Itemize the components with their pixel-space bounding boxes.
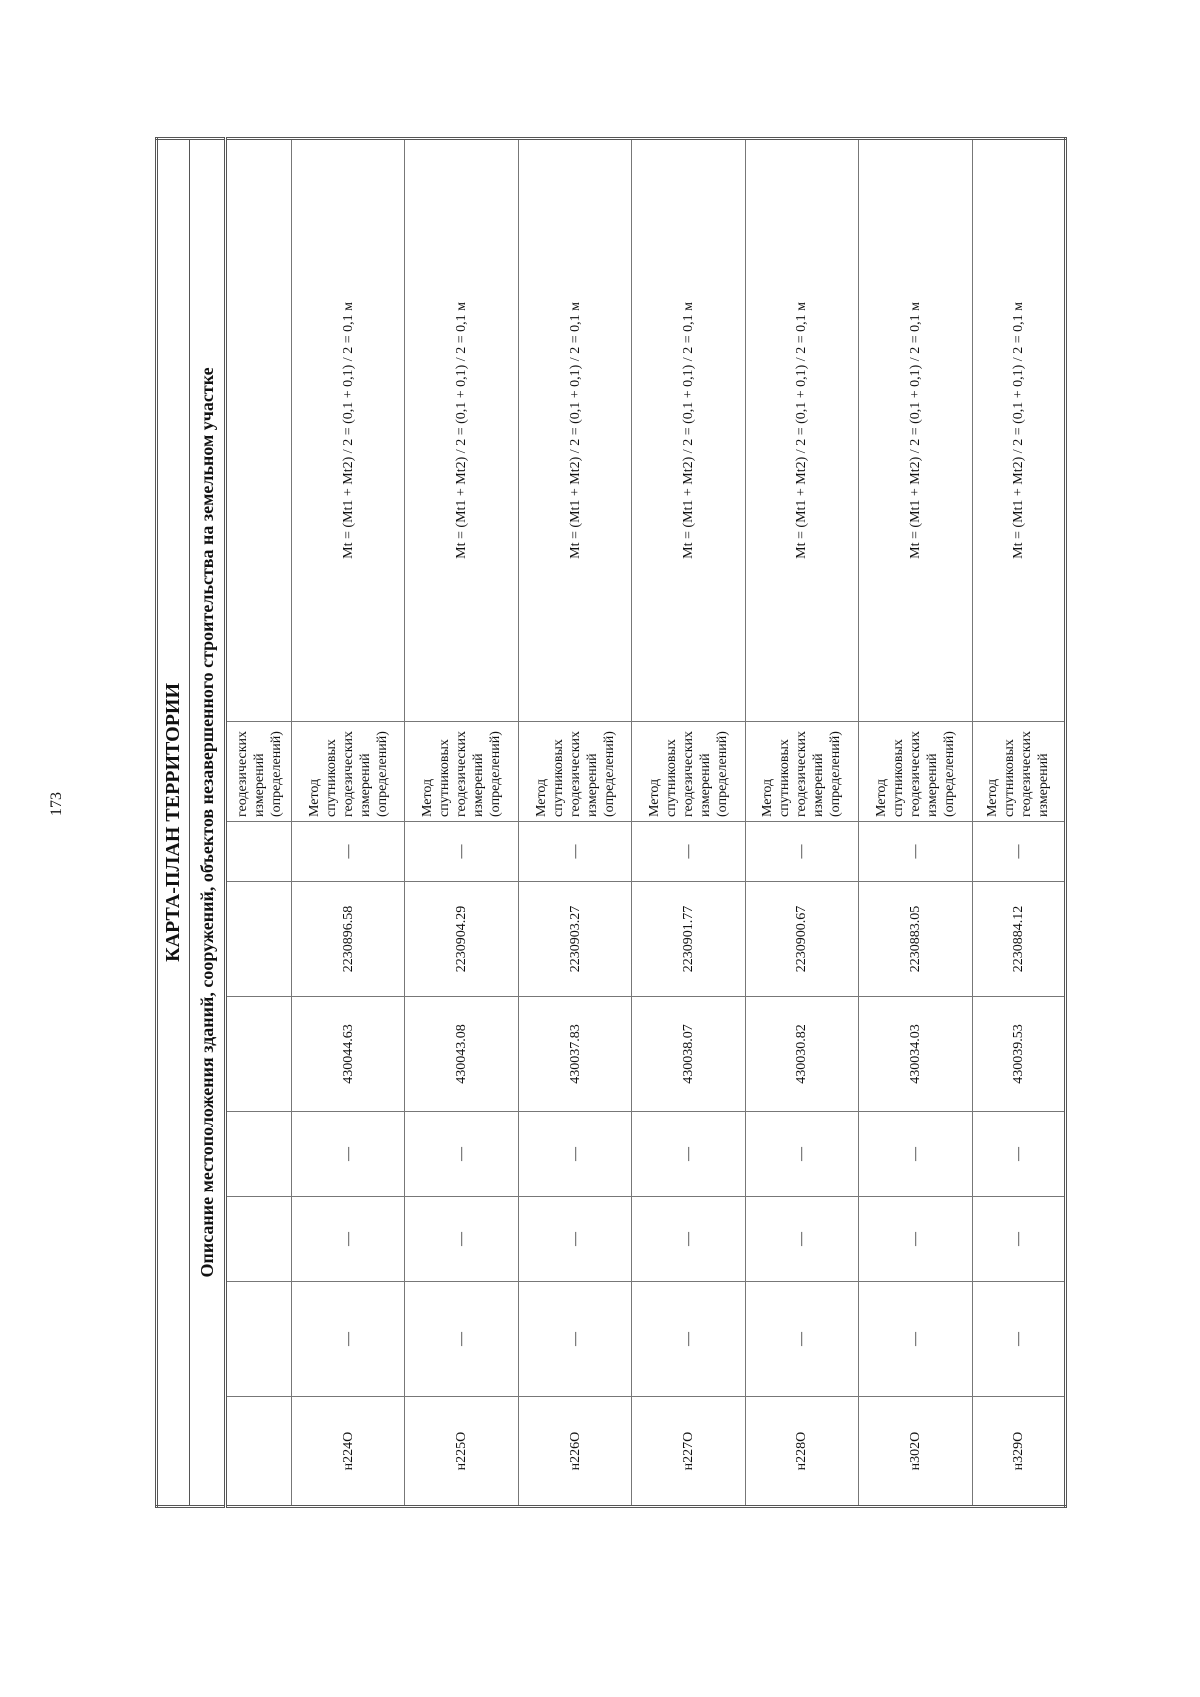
cell-y: 2230901.77: [632, 882, 745, 997]
cell-y: 2230904.29: [405, 882, 518, 997]
cell-value: —: [292, 822, 405, 882]
table-row-continuation: [226, 138, 292, 1506]
cell-value: —: [972, 1112, 1065, 1197]
cell-empty: [226, 997, 292, 1112]
cell-formula: Mt = (Mt1 + Mt2) / 2 = (0,1 + 0,1) / 2 = 0,1 м: [859, 138, 972, 721]
cell-formula: Mt = (Mt1 + Mt2) / 2 = (0,1 + 0,1) / 2 = 0,1 м: [632, 138, 745, 721]
cell-value: —: [632, 1197, 745, 1282]
table-row: [292, 138, 405, 1506]
cell-formula: Mt = (Mt1 + Mt2) / 2 = (0,1 + 0,1) / 2 = 0,1 м: [972, 138, 1065, 721]
cell-value: —: [632, 1112, 745, 1197]
cell-value: —: [859, 1282, 972, 1397]
cell-value: —: [292, 1282, 405, 1397]
cell-x: 430043.08: [405, 997, 518, 1112]
cell-x: 430044.63: [292, 997, 405, 1112]
cell-value: —: [632, 822, 745, 882]
cell-empty: [226, 138, 292, 721]
cell-formula: Mt = (Mt1 + Mt2) / 2 = (0,1 + 0,1) / 2 = 0,1 м: [292, 138, 405, 721]
cell-x: 430037.83: [518, 997, 631, 1112]
cell-empty: [226, 1282, 292, 1397]
cell-value: —: [745, 1197, 858, 1282]
cell-value: —: [859, 1197, 972, 1282]
cell-y: 2230884.12: [972, 882, 1065, 997]
cell-value: —: [859, 822, 972, 882]
cell-y: 2230896.58: [292, 882, 405, 997]
cell-value: —: [745, 1282, 858, 1397]
cell-value: —: [518, 1197, 631, 1282]
cell-point-name: н228О: [745, 1397, 858, 1507]
cell-method: Метод спутниковых геодезических измерений (определений): [518, 722, 631, 822]
cell-empty: [226, 822, 292, 882]
cell-value: —: [972, 1197, 1065, 1282]
coordinates-table: [155, 137, 1067, 1508]
cell-value: —: [405, 1282, 518, 1397]
table-row: [745, 138, 858, 1506]
cell-point-name: н227О: [632, 1397, 745, 1507]
table-row: [405, 138, 518, 1506]
cell-empty: [226, 1197, 292, 1282]
cell-method: Метод спутниковых геодезических измерений (определений): [632, 722, 745, 822]
cell-method: Метод спутниковых геодезических измерений (определений): [859, 722, 972, 822]
cell-method: Метод спутниковых геодезических измерений (определений): [745, 722, 858, 822]
cell-value: —: [632, 1282, 745, 1397]
cell-value: —: [972, 822, 1065, 882]
cell-point-name: н224О: [292, 1397, 405, 1507]
cell-empty: [226, 1112, 292, 1197]
title-row: [157, 138, 190, 1506]
cell-formula: Mt = (Mt1 + Mt2) / 2 = (0,1 + 0,1) / 2 = 0,1 м: [405, 138, 518, 721]
cell-value: —: [972, 1282, 1065, 1397]
cell-method: геодезических измерений (определений): [226, 722, 292, 822]
table-row: [632, 138, 745, 1506]
cell-value: —: [518, 1112, 631, 1197]
cell-y: 2230900.67: [745, 882, 858, 997]
cell-point-empty: [226, 1397, 292, 1507]
page-number: 173: [48, 792, 65, 816]
cell-x: 430038.07: [632, 997, 745, 1112]
table-body: [157, 138, 1066, 1506]
table-row: [518, 138, 631, 1506]
subtitle-row: [190, 138, 226, 1506]
cell-value: —: [292, 1197, 405, 1282]
cell-x: 430034.03: [859, 997, 972, 1112]
document-sheet: [155, 140, 1067, 1508]
cell-y: 2230883.05: [859, 882, 972, 997]
document-subtitle: Описание местоположения зданий, сооружений, объектов незавершенного строительства на земельном участке: [190, 138, 226, 1506]
table-row: [859, 138, 972, 1506]
cell-value: —: [745, 822, 858, 882]
cell-formula: Mt = (Mt1 + Mt2) / 2 = (0,1 + 0,1) / 2 = 0,1 м: [745, 138, 858, 721]
cell-value: —: [745, 1112, 858, 1197]
cell-method: Метод спутниковых геодезических измерений: [972, 722, 1065, 822]
cell-value: —: [518, 1282, 631, 1397]
cell-empty: [226, 882, 292, 997]
cell-method: Метод спутниковых геодезических измерений (определений): [292, 722, 405, 822]
cell-value: —: [405, 1112, 518, 1197]
cell-method: Метод спутниковых геодезических измерений (определений): [405, 722, 518, 822]
cell-value: —: [518, 822, 631, 882]
cell-point-name: н226О: [518, 1397, 631, 1507]
table-row: [972, 138, 1065, 1506]
cell-value: —: [405, 1197, 518, 1282]
cell-value: —: [859, 1112, 972, 1197]
cell-point-name: н302О: [859, 1397, 972, 1507]
cell-value: —: [405, 822, 518, 882]
cell-x: 430030.82: [745, 997, 858, 1112]
cell-x: 430039.53: [972, 997, 1065, 1112]
cell-point-name: н329О: [972, 1397, 1065, 1507]
cell-y: 2230903.27: [518, 882, 631, 997]
cell-value: —: [292, 1112, 405, 1197]
document-title: КАРТА-ПЛАН ТЕРРИТОРИИ: [157, 138, 190, 1506]
cell-point-name: н225О: [405, 1397, 518, 1507]
cell-formula: Mt = (Mt1 + Mt2) / 2 = (0,1 + 0,1) / 2 = 0,1 м: [518, 138, 631, 721]
